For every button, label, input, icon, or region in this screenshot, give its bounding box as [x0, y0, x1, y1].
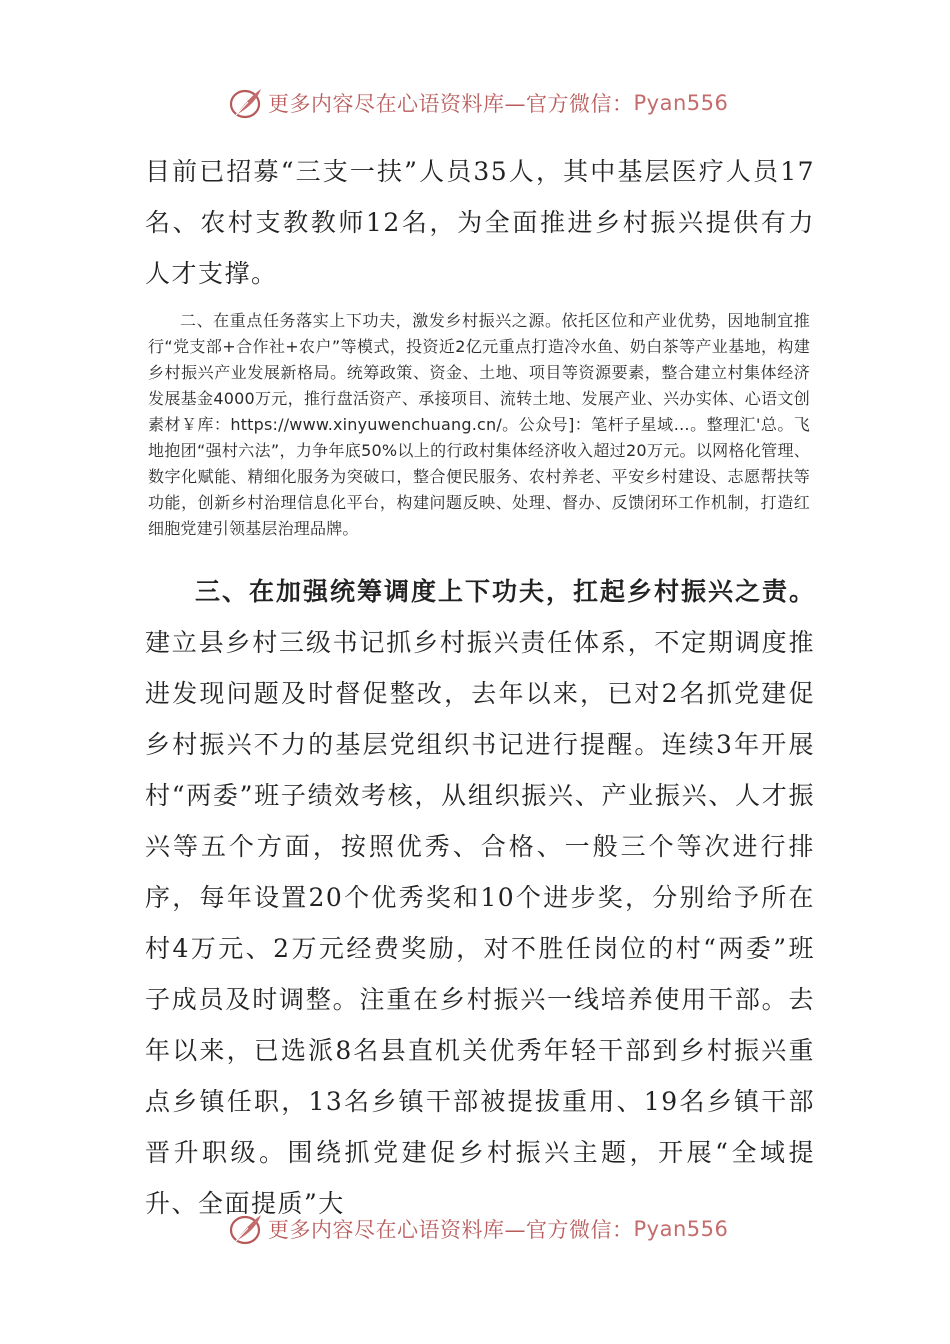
- paragraph-key-tasks: 二、在重点任务落实上下功夫，激发乡村振兴之源。依托区位和产业优势，因地制宜推行“党支部+合作社+农户”等模式，投资近2亿元重点打造冷水鱼、奶白茶等产业基地，构建乡村振兴产业发展新格局。统筹政策、资金、土地、项目等资源要素，整合建立村集体经济发展基金4000万元，推行盘活资产、承接项目、流转土地、发展产业、兴办实体、心语文创素材￥库：https://www.xinyuwenchuang.cn/。公众号]：笔杆子星域…。整理汇'总。飞地抱团“强村六法”，力争年底50%以上的行政村集体经济收入超过20万元。以网格化管理、数字化赋能、精细化服务为突破口，整合便民服务、农村养老、平安乡村建设、志愿帮扶等功能，创新乡村治理信息化平台，构建问题反映、处理、督办、反馈闭环工作机制，打造红细胞党建引领基层治理品牌。: [148, 311, 810, 538]
- paragraph-talent-support: 目前已招募“三支一扶”人员35人，其中基层医疗人员17名、农村支教教师12名，为全面推进乡村振兴提供有力人才支撑。: [145, 157, 815, 288]
- quill-pen-logo-icon: [228, 85, 264, 121]
- paragraph-coordination: [145, 566, 815, 1229]
- banner-wechat-id: Pyan556: [633, 91, 729, 115]
- header-watermark-banner: [228, 83, 728, 123]
- section-three-body: 建立县乡村三级书记抓乡村振兴责任体系，不定期调度推进发现问题及时督促整改，去年以来，已对2名抓党建促乡村振兴不力的基层党组织书记进行提醒。连续3年开展村“两委”班子绩效考核，从组织振兴、产业振兴、人才振兴等五个方面，按照优秀、合格、一般三个等次进行排序，每年设置20个优秀奖和10个进步奖，分别给予所在村4万元、2万元经费奖励，对不胜任岗位的村“两委”班子成员及时调整。注重在乡村振兴一线培养使用干部。去年以来，已选派8名县直机关优秀年轻干部到乡村振兴重点乡镇任职，13名乡镇干部被提拔重用、19名乡镇干部晋升职级。围绕抓党建促乡村振兴主题，开展“全域提升、全面提质”大: [145, 628, 815, 1218]
- banner-text: 更多内容尽在心语资料库—官方微信：: [268, 1218, 634, 1242]
- footer-watermark-banner: [228, 1209, 728, 1249]
- banner-wechat-id: Pyan556: [633, 1217, 729, 1241]
- quill-pen-logo-icon: [228, 1211, 264, 1247]
- banner-text: 更多内容尽在心语资料库—官方微信：: [268, 92, 634, 116]
- section-heading-three: 三、在加强统筹调度上下功夫，扛起乡村振兴之责。: [195, 577, 815, 606]
